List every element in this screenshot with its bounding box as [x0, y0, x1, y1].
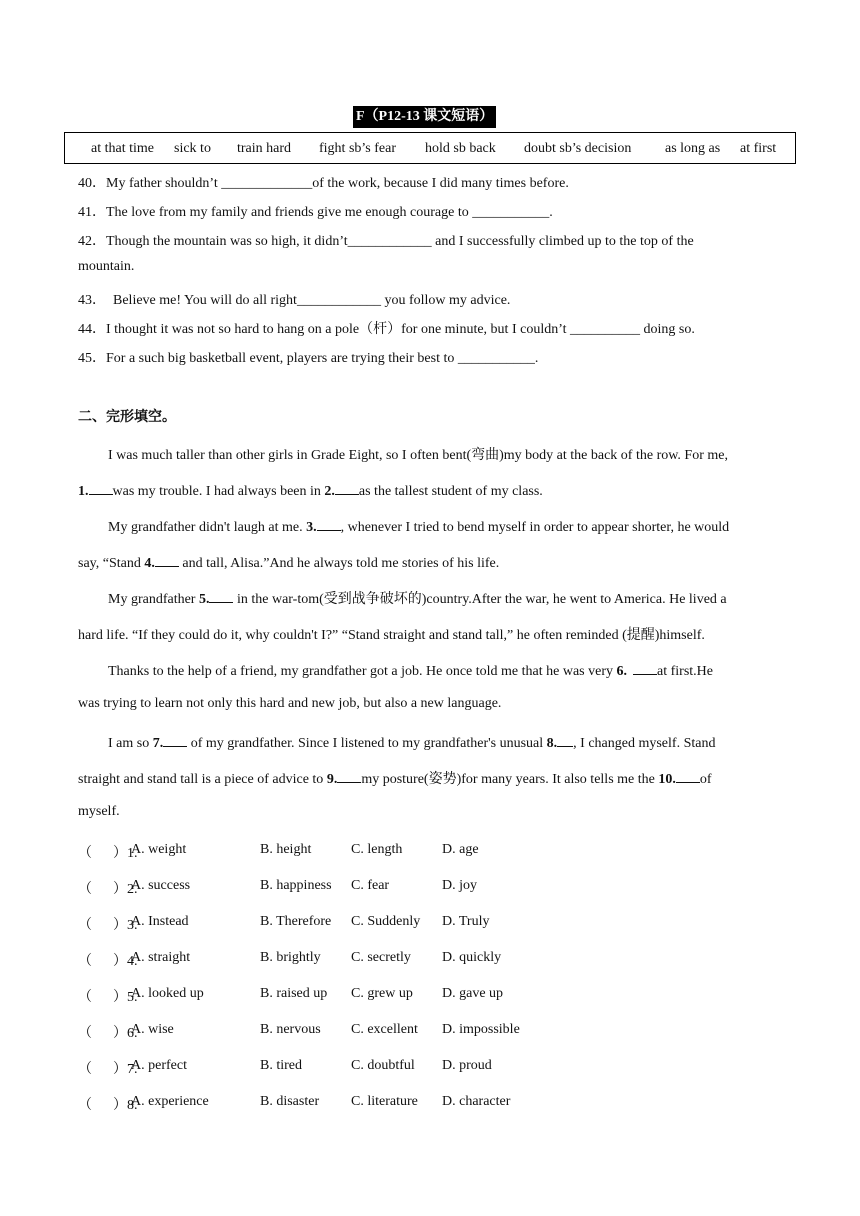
passage-line [78, 768, 712, 788]
sentence-text: For a such big basketball event, players are trying their best to [106, 351, 458, 366]
passage-text: as the tallest student of my class. [358, 484, 543, 499]
option-d: D. proud [442, 1058, 492, 1073]
phrase-item: fight sb’s fear [319, 141, 396, 156]
answer-blank[interactable]: ____________ [347, 234, 432, 249]
phrase-bank [64, 132, 796, 164]
passage-text: was my trouble. I had always been in [112, 484, 325, 499]
passage-text: and tall, Alisa.”And he always told me stories of his life. [178, 556, 500, 571]
sentence-text: of the work, because I did many times before. [312, 176, 569, 191]
answer-blank[interactable]: ____________ [296, 293, 381, 308]
passage-line [78, 552, 499, 572]
cloze-blank[interactable] [557, 732, 573, 747]
option-a: A. experience [131, 1094, 209, 1109]
passage-line [108, 660, 713, 680]
sentence-45 [78, 347, 538, 367]
question-number: 40． [78, 176, 106, 191]
sentence-42 [78, 230, 694, 250]
cloze-blank[interactable] [676, 768, 700, 783]
phrase-item: doubt sb’s decision [524, 141, 632, 156]
option-c: C. literature [351, 1094, 418, 1109]
blank-number: 3. [306, 520, 317, 535]
option-a: A. Instead [131, 914, 189, 929]
option-a: A. wise [131, 1022, 174, 1037]
sentence-42-continued: mountain. [78, 259, 135, 274]
sentence-text: I thought it was not so hard to hang on a pole（杆）for one minute, but I couldn’t [106, 322, 571, 337]
passage-text: My grandfather [108, 592, 199, 607]
sentence-44 [78, 318, 695, 338]
passage-text: say, “Stand [78, 556, 145, 571]
blank-number: 10. [658, 772, 676, 787]
passage-line: I was much taller than other girls in Grade Eight, so I often bent(弯曲)my body at the back of the row. For me, [108, 448, 728, 463]
passage-line [78, 480, 543, 500]
phrase-item: sick to [174, 141, 211, 156]
option-d: D. Truly [442, 914, 490, 929]
sentence-text: Believe me! You will do all right [106, 293, 297, 308]
answer-bracket[interactable]: （ ）4. [78, 954, 138, 969]
option-a: A. straight [131, 950, 191, 965]
cloze-blank[interactable] [89, 480, 113, 495]
passage-text: of my grandfather. Since I listened to my grandfather's unusual [187, 736, 547, 751]
sentence-43 [78, 289, 510, 309]
answer-blank[interactable]: ___________ [472, 205, 550, 220]
blank-number: 7. [152, 736, 164, 751]
option-d: D. quickly [442, 950, 502, 965]
option-d: D. impossible [442, 1022, 520, 1037]
passage-text: straight and stand tall is a piece of advice to [78, 772, 327, 787]
blank-number: 6. [616, 664, 628, 679]
passage-line: hard life. “If they could do it, why couldn't I?” “Stand straight and stand tall,” he often reminded (提醒)himself. [78, 628, 705, 643]
answer-blank[interactable]: _____________ [221, 176, 313, 191]
blank-number: 1. [78, 484, 89, 499]
question-number: 44． [78, 322, 106, 337]
section-f-title: F（P12-13 课文短语） [353, 106, 496, 128]
answer-bracket[interactable]: （ ）2. [78, 882, 138, 897]
passage-line [108, 588, 727, 608]
option-d: D. age [442, 842, 479, 857]
cloze-blank[interactable] [317, 516, 341, 531]
option-c: C. secretly [351, 950, 411, 965]
question-number: 43． [78, 293, 106, 308]
passage-line [108, 732, 715, 752]
sentence-text: doing so. [640, 322, 695, 337]
option-b: B. happiness [260, 878, 332, 893]
sentence-text: you follow my advice. [380, 293, 511, 308]
passage-text: I am so [108, 736, 153, 751]
passage-text: , I changed myself. Stand [573, 736, 716, 751]
answer-blank[interactable]: ___________ [457, 351, 535, 366]
answer-blank[interactable]: __________ [570, 322, 641, 337]
option-b: B. raised up [260, 986, 328, 1001]
passage-text: in the war-tom(受到战争破坏的)country.After the war, he went to America. He lived a [233, 592, 727, 607]
blank-number: 2. [324, 484, 335, 499]
phrase-item: as long as [665, 141, 721, 156]
passage-text: at first.He [657, 664, 713, 679]
passage-text: of [699, 772, 712, 787]
cloze-blank[interactable] [163, 732, 187, 747]
option-d: D. character [442, 1094, 511, 1109]
sentence-text: . [534, 351, 539, 366]
option-a: A. weight [131, 842, 187, 857]
answer-bracket[interactable]: （ ）7. [78, 1062, 138, 1077]
sentence-text: My father shouldn’t [106, 176, 222, 191]
option-c: C. excellent [351, 1022, 418, 1037]
option-c: C. length [351, 842, 403, 857]
blank-number: 8. [546, 736, 558, 751]
option-a: A. looked up [131, 986, 204, 1001]
sentence-text: and I successfully climbed up to the top of the [431, 234, 694, 249]
option-b: B. height [260, 842, 312, 857]
question-number: 41． [78, 205, 106, 220]
option-b: B. brightly [260, 950, 321, 965]
answer-bracket[interactable]: （ ）1. [78, 846, 138, 861]
answer-bracket[interactable]: （ ）6. [78, 1026, 138, 1041]
option-c: C. grew up [351, 986, 413, 1001]
blank-number: 5. [198, 592, 210, 607]
cloze-blank[interactable] [337, 768, 361, 783]
phrase-item: at first [740, 141, 777, 156]
blank-number: 4. [144, 556, 155, 571]
option-b: B. disaster [260, 1094, 320, 1109]
passage-text: , whenever I tried to bend myself in order to appear shorter, he would [340, 520, 730, 535]
answer-bracket[interactable]: （ ）5. [78, 990, 138, 1005]
sentence-41 [78, 201, 553, 221]
passage-text: my posture(姿势)for many years. It also tells me the [361, 772, 659, 787]
phrase-item: at that time [91, 141, 154, 156]
option-b: B. nervous [260, 1022, 321, 1037]
option-c: C. Suddenly [351, 914, 421, 929]
phrase-item: hold sb back [425, 141, 496, 156]
cloze-blank[interactable] [335, 480, 359, 495]
sentence-text: Though the mountain was so high, it didn’t [106, 234, 348, 249]
passage-line: was trying to learn not only this hard and new job, but also a new language. [78, 696, 502, 711]
question-number: 45． [78, 351, 106, 366]
cloze-blank[interactable] [155, 552, 179, 567]
passage-text: My grandfather didn't laugh at me. [108, 520, 307, 535]
question-number: 42． [78, 234, 106, 249]
answer-bracket[interactable]: （ ）3. [78, 918, 138, 933]
cloze-heading: 二、完形填空。 [78, 409, 176, 425]
option-c: C. fear [351, 878, 390, 893]
passage-line: myself. [78, 804, 120, 819]
blank-number: 9. [326, 772, 338, 787]
option-b: B. Therefore [260, 914, 332, 929]
sentence-text: The love from my family and friends give me enough courage to [106, 205, 473, 220]
option-d: D. gave up [442, 986, 504, 1001]
cloze-blank[interactable] [633, 660, 657, 675]
passage-line [108, 516, 729, 536]
phrase-item: train hard [237, 141, 292, 156]
option-a: A. success [131, 878, 191, 893]
option-a: A. perfect [131, 1058, 187, 1073]
option-b: B. tired [260, 1058, 302, 1073]
cloze-blank[interactable] [209, 588, 233, 603]
option-d: D. joy [442, 878, 477, 893]
sentence-text: . [549, 205, 553, 220]
sentence-40 [78, 172, 569, 192]
passage-text: Thanks to the help of a friend, my grandfather got a job. He once told me that he was very [108, 664, 617, 679]
answer-bracket[interactable]: （ ）8. [78, 1098, 138, 1113]
option-c: C. doubtful [351, 1058, 415, 1073]
